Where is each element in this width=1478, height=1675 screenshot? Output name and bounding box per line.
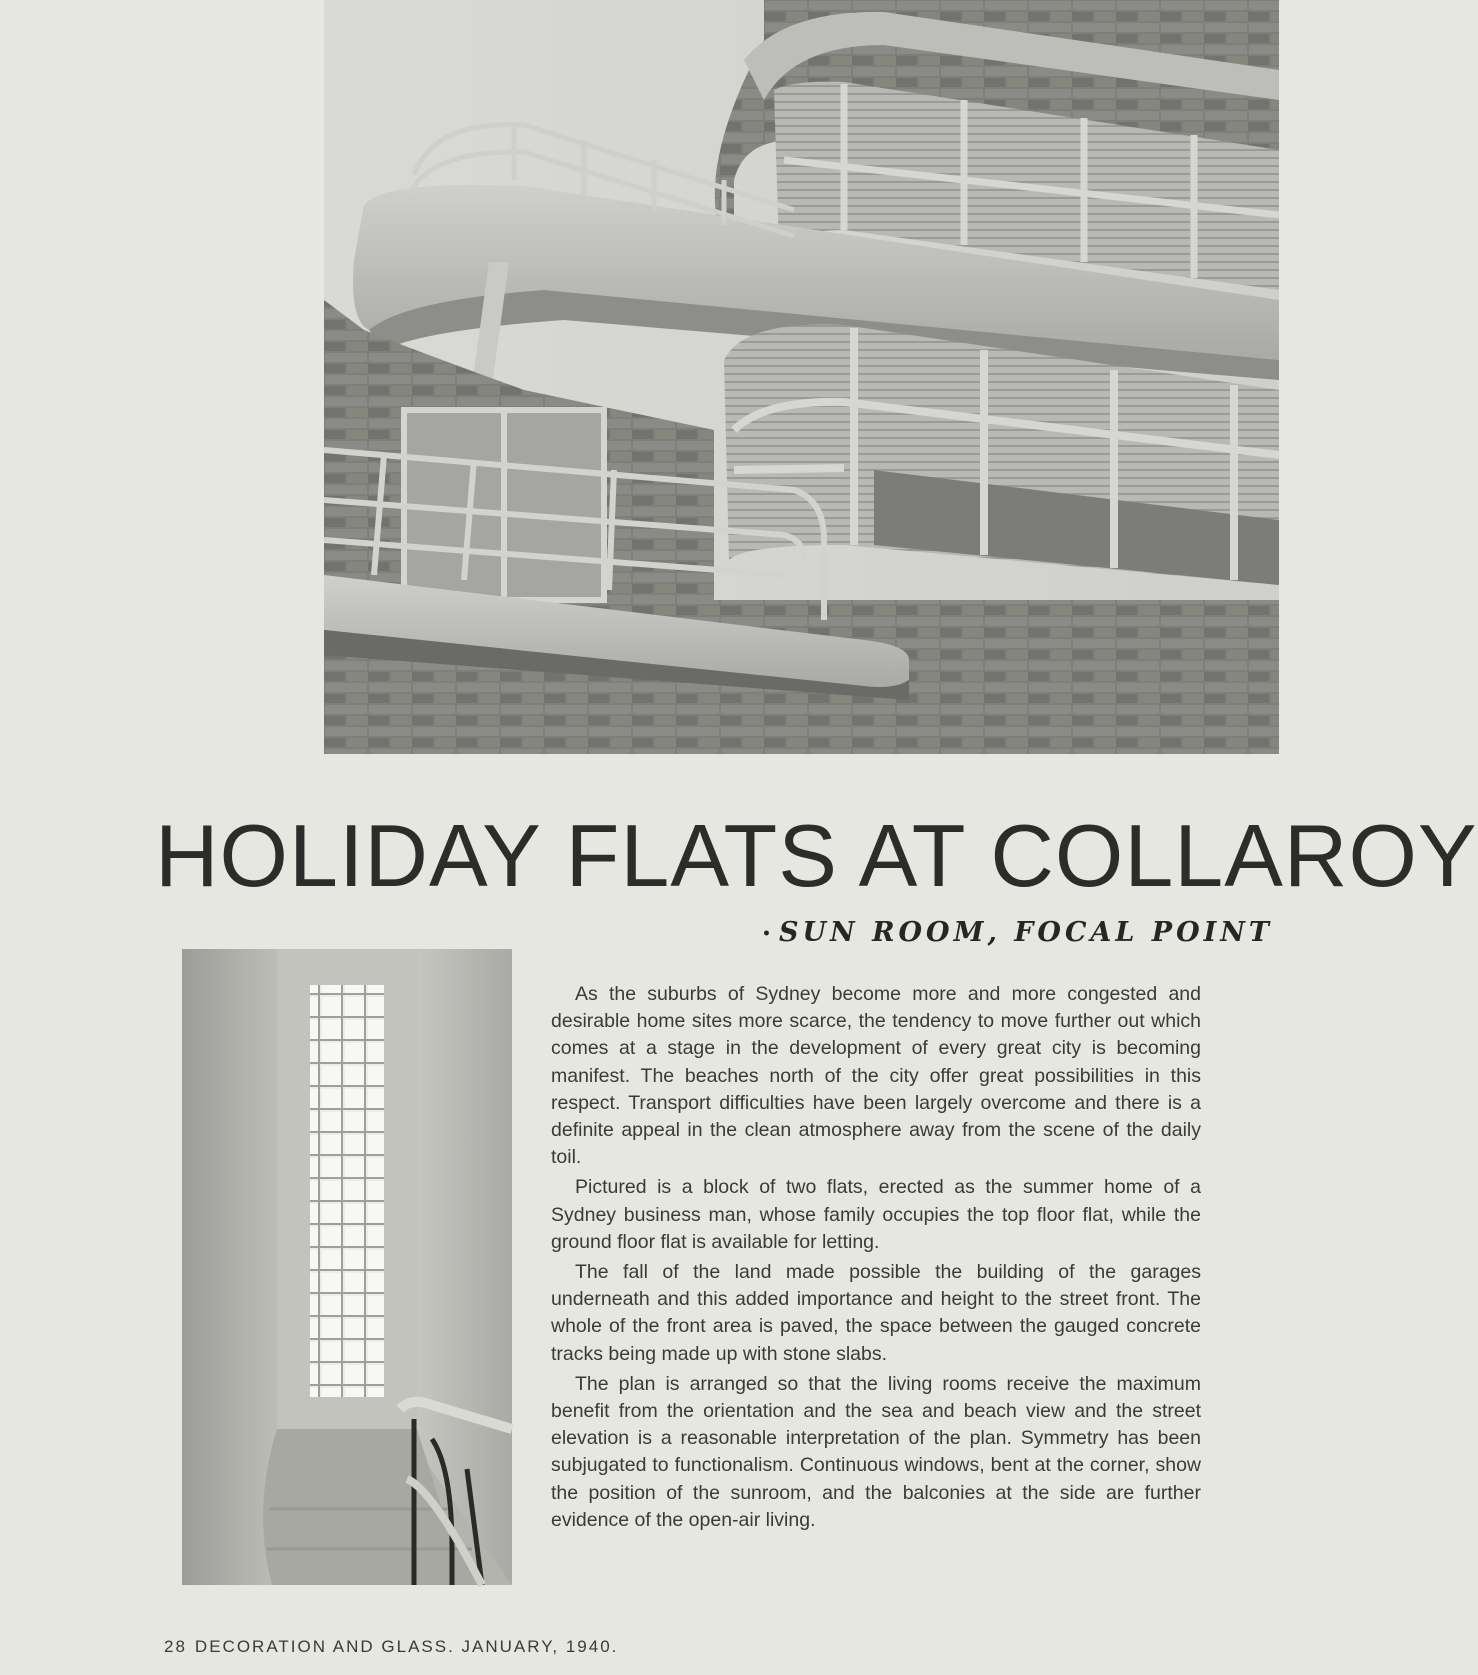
paragraph-1: As the suburbs of Sydney become more and more congested and desirable home sites more scarce, the tendency to move further out which comes at a stage in the development of every great city is becoming manifest. The beaches north of the city offer great possibilities in this respect. Transport difficulties have been largely overcome and there is a definite appeal in the clean atmosphere away from the scene of the daily toil. xyxy=(551,983,1201,1169)
publication-line: DECORATION AND GLASS. JANUARY, 1940. xyxy=(194,1637,619,1656)
page-footer xyxy=(164,1637,618,1657)
paragraph-4: The plan is arranged so that the living rooms receive the maximum benefit from the orientation and the sea and beach view and the street elevation is a reasonable interpretation of the plan. Symmetry has been subjugated to functionalism. Continuous windows, bent at the corner, show the position of the sunroom, and the balconies at the side are further evidence of the open-air living. xyxy=(551,1372,1201,1531)
article-body xyxy=(551,981,1201,1537)
paragraph-3: The fall of the land made possible the building of the garages underneath and this added importance and height to the street front. The whole of the front area is paved, the space between the gauged concrete tracks being made up with stone slabs. xyxy=(551,1261,1201,1365)
subtitle-marker: • xyxy=(762,925,771,942)
article-subtitle xyxy=(762,917,1273,948)
article-title: HOLIDAY FLATS AT COLLAROY xyxy=(155,806,1478,905)
glass-block-stairwell-photo xyxy=(182,949,512,1585)
article-subtitle-text: SUN ROOM, FOCAL POINT xyxy=(778,917,1273,948)
page-number: 28 xyxy=(164,1637,187,1656)
paragraph-2: Pictured is a block of two flats, erected as the summer home of a Sydney business man, whose family occupies the top floor flat, while the ground floor flat is available for letting. xyxy=(551,1176,1201,1253)
building-exterior-photo xyxy=(324,0,1279,754)
